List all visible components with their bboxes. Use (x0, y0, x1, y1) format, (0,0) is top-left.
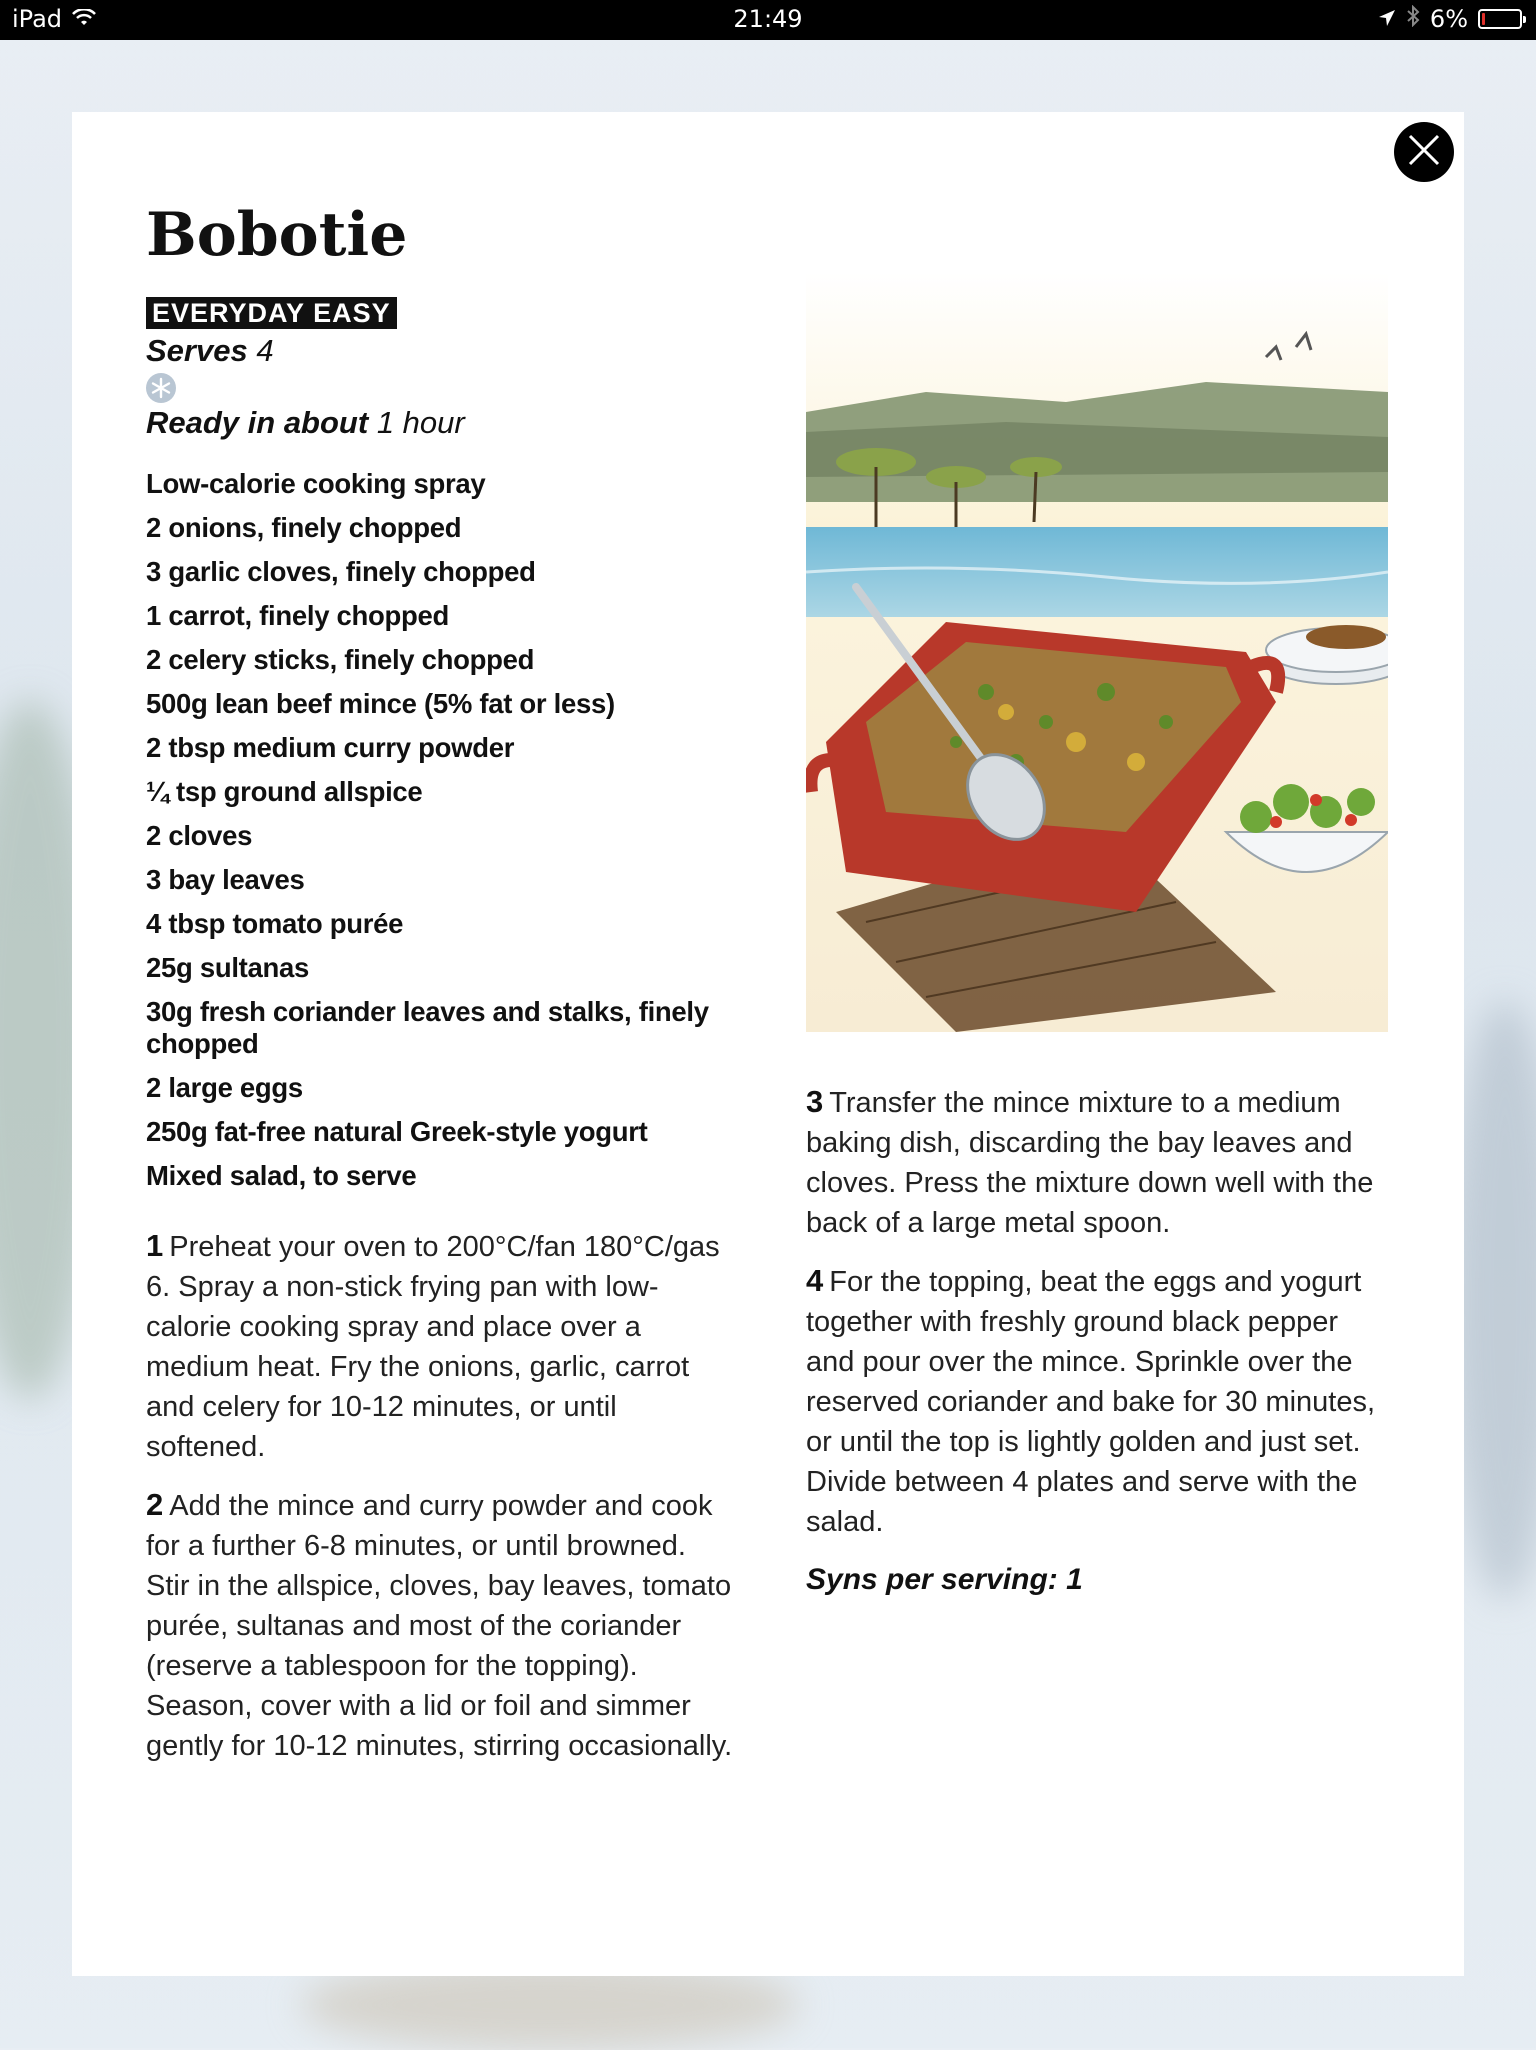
close-icon (1404, 130, 1444, 175)
device-name: iPad (12, 5, 63, 33)
step-number: 1 (146, 1228, 164, 1263)
ingredient-item: 4 tbsp tomato purée (146, 908, 404, 939)
ingredient-item: 3 garlic cloves, finely chopped (146, 556, 536, 587)
recipe-illustration (806, 272, 1388, 1032)
ingredient-item: 2 large eggs (146, 1072, 303, 1103)
step-number: 2 (146, 1487, 164, 1522)
step-text: For the topping, beat the eggs and yogurt together with freshly ground black pepper and pour over the mince. Sprinkle over the reserved coriander and bake for 30 minutes, or until the top is lightly golden and just set. Divide between 4 plates and serve with the salad. (806, 1266, 1376, 1538)
method-step (806, 1082, 1386, 1243)
ingredient-item: ¼ tsp ground allspice (146, 776, 423, 807)
ingredients-list (146, 468, 736, 1204)
step-number: 4 (806, 1263, 824, 1298)
status-time: 21:49 (733, 5, 803, 33)
serves-value: 4 (256, 333, 274, 368)
ready-line (146, 405, 465, 441)
ingredient-item: 2 onions, finely chopped (146, 512, 462, 543)
step-text: Add the mince and curry powder and cook for a further 6-8 minutes, or until browned. Stir in the allspice, cloves, bay leaves, tomato purée, sultanas and most of the coriander (reserve a tablespoon for the topping). Season, cover with a lid or foil and simmer gently for 10-12 minutes, stirring occasionally. (146, 1490, 733, 1762)
ingredient-item: 2 cloves (146, 820, 253, 851)
method-step (146, 1226, 736, 1467)
step-text: Transfer the mince mixture to a medium baking dish, discarding the bay leaves and cloves. Press the mixture down well with the back of a large metal spoon. (806, 1087, 1374, 1239)
serves-label: Serves (146, 333, 248, 368)
status-bar (0, 0, 1536, 40)
ready-label: Ready in about (146, 405, 369, 440)
ingredient-item: 2 tbsp medium curry powder (146, 732, 515, 763)
ingredient-item: 25g sultanas (146, 952, 309, 983)
recipe-title: Bobotie (146, 200, 408, 270)
location-arrow-icon (1378, 5, 1396, 33)
method-column-left (146, 1226, 736, 1784)
ready-value: 1 hour (376, 405, 465, 440)
close-button[interactable] (1394, 122, 1454, 182)
ingredient-item: 1 carrot, finely chopped (146, 600, 450, 631)
bluetooth-icon (1406, 5, 1420, 33)
snowflake-icon (146, 373, 176, 403)
ingredient-item: Mixed salad, to serve (146, 1160, 417, 1191)
step-number: 3 (806, 1084, 824, 1119)
ingredient-item: 500g lean beef mince (5% fat or less) (146, 688, 615, 719)
category-tag: EVERYDAY EASY (146, 297, 397, 329)
step-text: Preheat your oven to 200°C/fan 180°C/gas 6. Spray a non-stick frying pan with low-calorie cooking spray and place over a medium heat. Fry the onions, garlic, carrot and celery for 10-12 minutes, or until softened. (146, 1231, 720, 1463)
method-step (806, 1261, 1386, 1542)
syns-per-serving: Syns per serving: 1 (806, 1563, 1083, 1596)
serves-line (146, 333, 274, 369)
ingredient-item: 250g fat-free natural Greek-style yogurt (146, 1116, 648, 1147)
ingredient-item: 30g fresh coriander leaves and stalks, finely chopped (146, 996, 709, 1059)
battery-icon (1478, 9, 1522, 29)
ingredient-item: 3 bay leaves (146, 864, 305, 895)
method-step (146, 1485, 736, 1766)
battery-percent: 6% (1429, 5, 1468, 33)
method-column-right (806, 1082, 1386, 1600)
ingredient-item: 2 celery sticks, finely chopped (146, 644, 535, 675)
ingredient-item: Low-calorie cooking spray (146, 468, 486, 499)
